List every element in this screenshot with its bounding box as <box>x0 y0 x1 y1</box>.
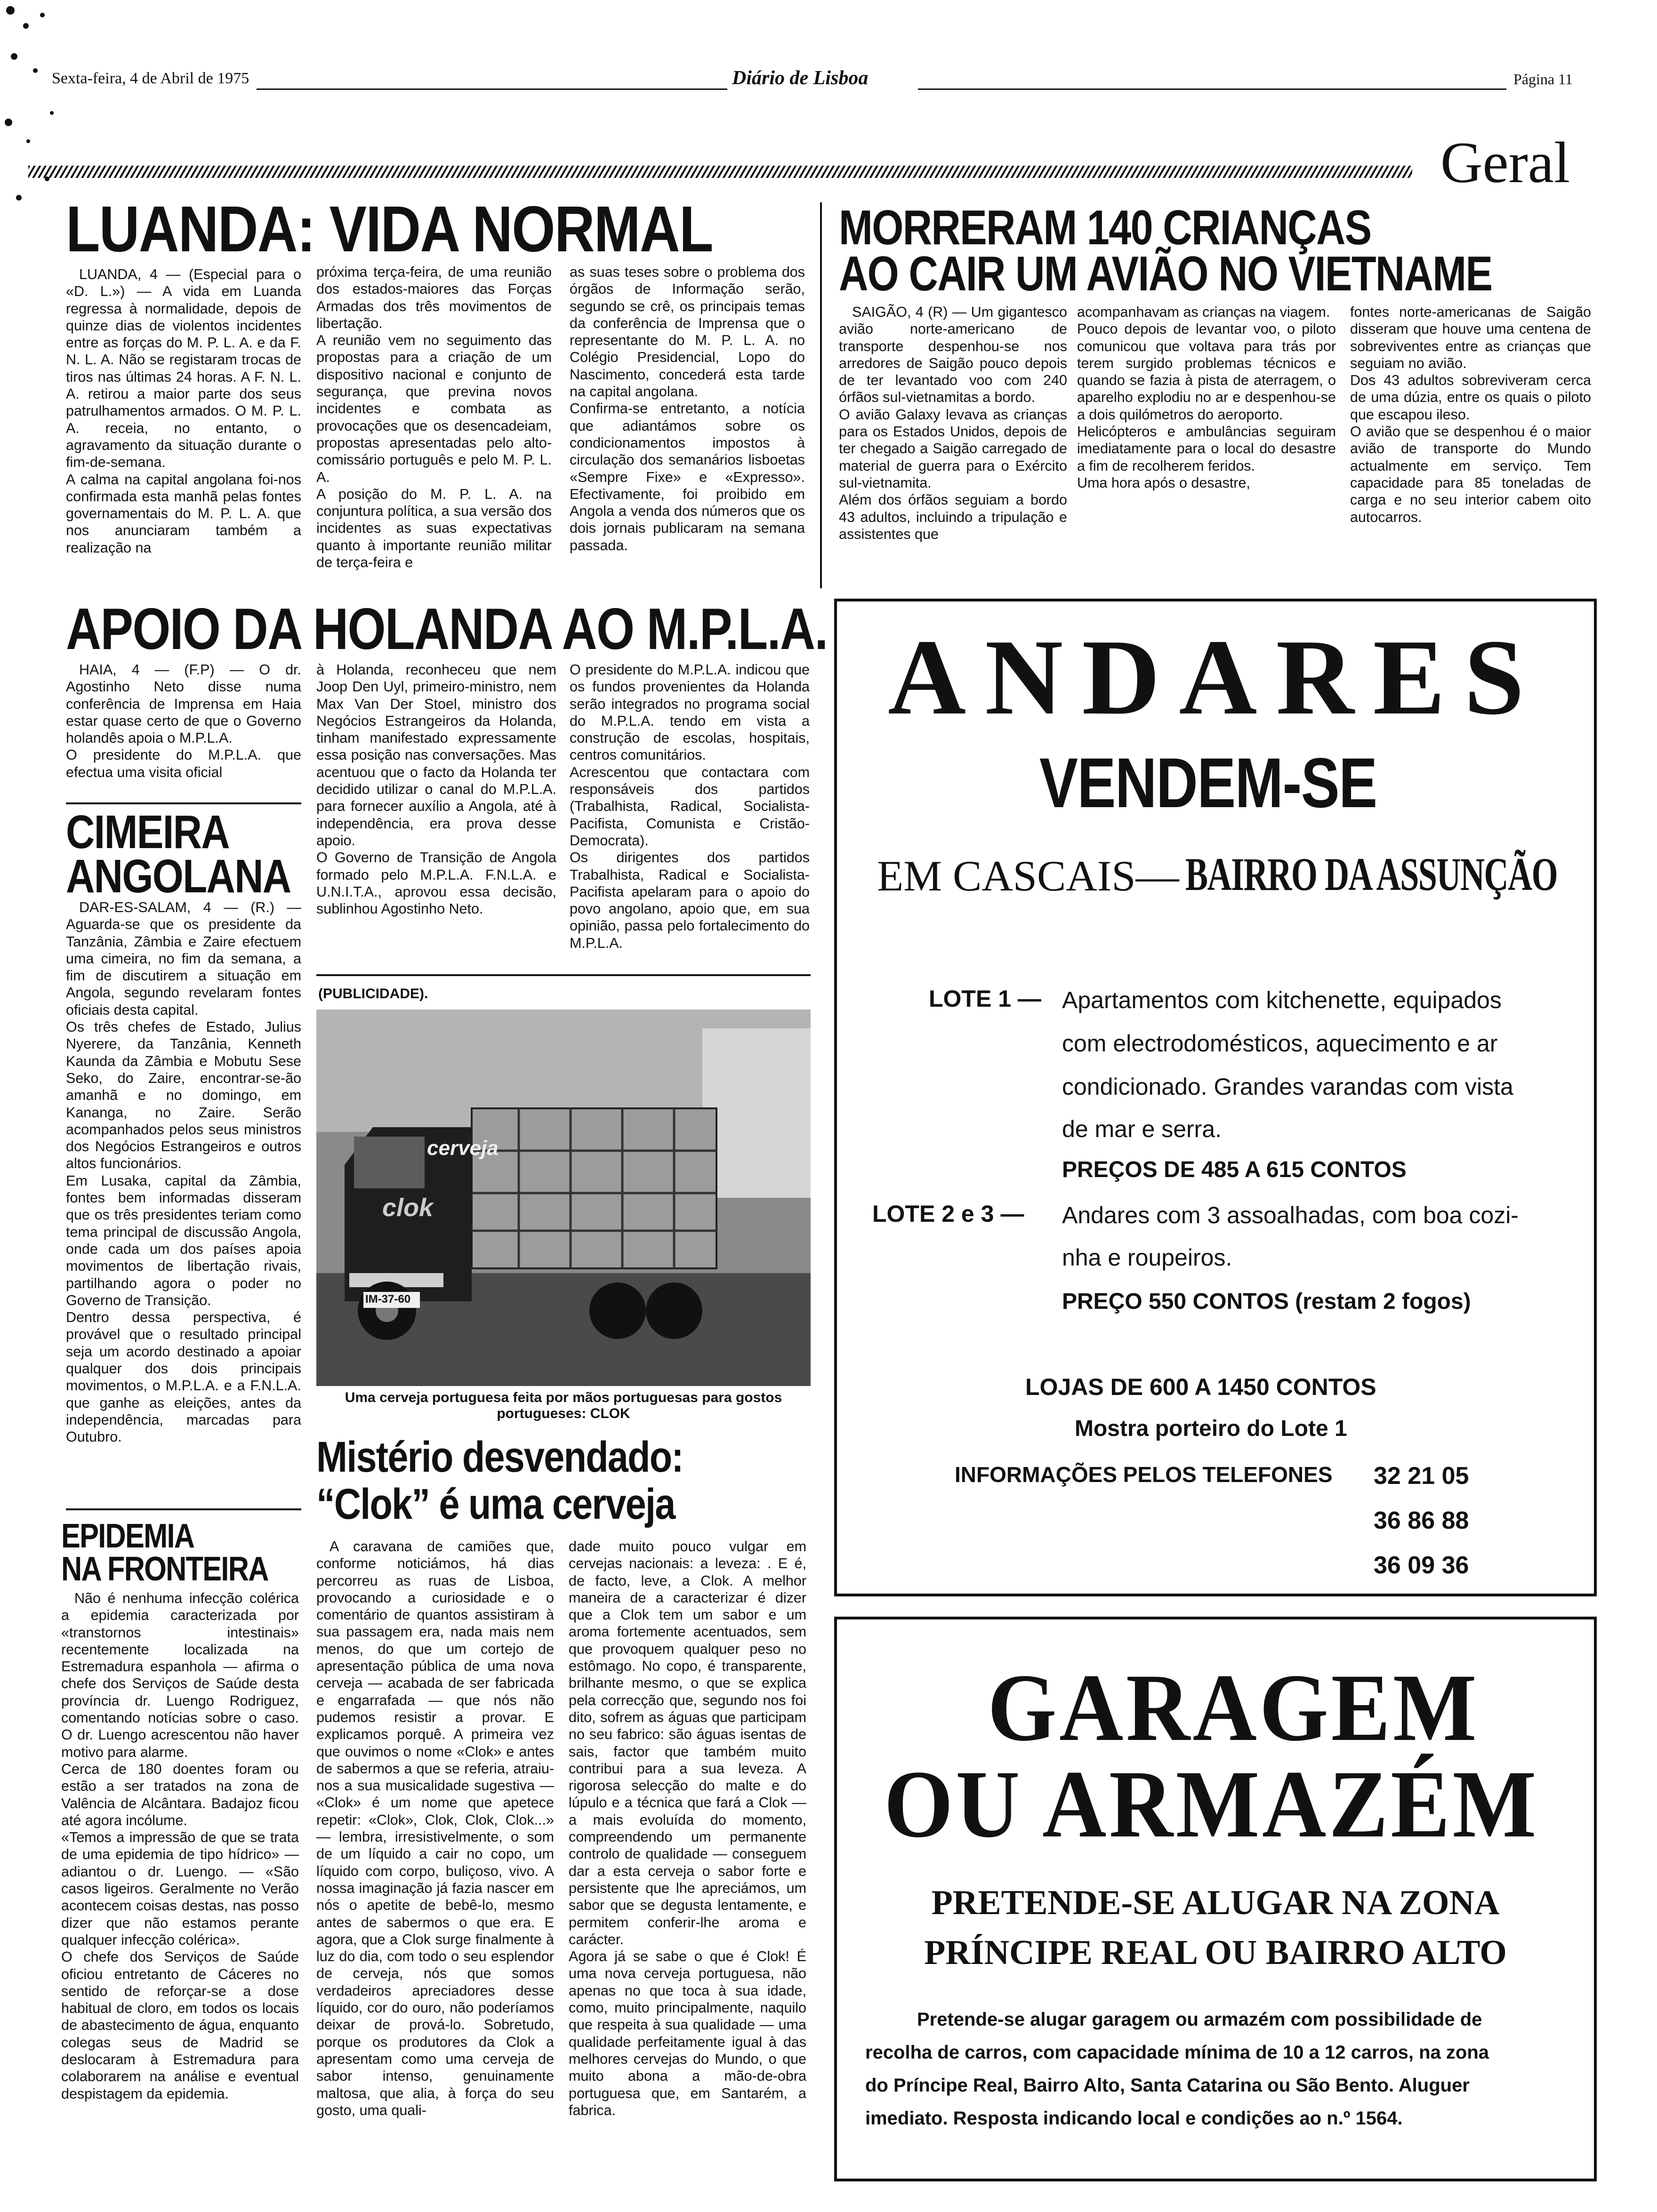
section-title: Geral <box>1440 130 1570 195</box>
luanda-col-1-text: LUANDA, 4 — (Especial para o «D. L.») — A vida em Luanda regressa à normalidade, depois de quinze dias de violentos incidentes entre as forças do M. P. L. A. e da F. N. L. A. Não se registaram trocas de tiros nas últimas 24 horas. A F. N. L. A. retirou a maior parte dos seus patrulhamentos armados. O M. P. L. A. receia, no entanto, o agravamento da situação durante o fim-de-semana. A calma na capital angolana foi-nos confirmada esta manhã pelas fontes governamentais do M. P. L. A. que nos anunciaram também a realização na <box>66 266 301 556</box>
lote1-line-1: Apartamentos com kitchenette, equipados <box>1062 987 1502 1013</box>
clok-col-2 <box>569 1538 806 2180</box>
clok-col-1-text: A caravana de camiões que, conforme noticiámos, há dias percorreu as ruas de Lisboa, provocando a curiosidade e o comentário de quantos assistiram à sua passagem era, nada mais nem menos, do que um cortejo de apresentação pública de uma nova cerveja — acabada de ser fabricada e engarrafada — que nós não pudemos resistir a provar. E explicamos porquê. A primeira vez que ouvimos o nome «Clok» e antes de sabermos a que se referia, atraiu-nos a sua musicalidade sugestiva — «Clok» é um nome que apetece repetir: «Clok», Clok, Clok, Clok...» — lembra, irresistivelmente, o som de um líquido a cair no copo, um líquido com corpo, buliçoso, vivo. A nossa imaginação já fazia nascer em nós o apetite de bebê-lo, mesmo antes de sabermos o que era. E agora, que a Clok surge finalmente à luz do dia, com todo o seu esplendor de cerveja, nós que somos verdadeiros apreciadores desse líquido, cor do ouro, não poderíamos deixar de prová-lo. Sobretudo, porque os produtores da Clok a apresentam como uma cerveja de sabor intenso, genuinamente maltosa, que alia, à força do seu gosto, uma quali- <box>316 1539 554 2118</box>
andares-location-a: EM CASCAIS— <box>877 852 1179 900</box>
vietname-col-2 <box>1077 304 1336 591</box>
vietname-col-3 <box>1350 304 1591 591</box>
andares-title: ANDARES <box>888 617 1543 737</box>
lote23-line-1: Andares com 3 assoalhadas, com boa cozi- <box>1062 1202 1519 1228</box>
mostra-line: Mostra porteiro do Lote 1 <box>1075 1416 1347 1441</box>
luanda-col-2-text: próxima terça-feira, de uma reunião dos estados-maiores das Forças Armadas dos três movimentos de libertação. A reunião vem no seguimento das propostas para a criação de um dispositivo nacional e conjunto de segurança, que previna novos incidentes e combata as provocações que os desencadeiam, propostas apresentadas pelo alto-comissário português e pelo M. P. L. A. A posição do M. P. L. A. na conjuntura política, a sua versão dos incidentes as suas expectativas quanto à importante reunião militar de terça-feira e <box>316 264 552 571</box>
garagem-sub-2: PRÍNCIPE REAL OU BAIRRO ALTO <box>924 1933 1507 1972</box>
holanda-col-1-text: HAIA, 4 — (F.P) — O dr. Agostinho Neto disse numa conferência de Imprensa em Haia estar quase certo de que o Governo holandês apoia o M.P.L.A. O presidente do M.P.L.A. que efectua uma visita oficial <box>66 662 301 780</box>
holanda-col-2-text: à Holanda, reconheceu que nem Joop Den Uyl, primeiro-ministro, nem Max Van Der Stoel, ministro dos Negócios Estrangeiros da Holanda, tinham manifestado expressamente essa posição nas conversações. Mas acentuou que o facto da Holanda ter decidido utilizar o canal do M.P.L.A. para fornecer auxílio a Angola, até à independência, era prova desse apoio. O Governo de Transição de Angola formado pelo M.P.L.A. F.N.L.A. e U.N.I.T.A., aprovou essa decisão, sublinhou Agostinho Neto. <box>316 662 556 917</box>
lojas-line: LOJAS DE 600 A 1450 CONTOS <box>1025 1374 1376 1400</box>
andares-ad <box>834 599 1597 1596</box>
lote23-price: PREÇO 550 CONTOS (restam 2 fogos) <box>1062 1289 1471 1314</box>
luanda-col-2 <box>316 264 552 588</box>
holanda-col-3-text: O presidente do M.P.L.A. indicou que os fundos provenientes da Holanda serão integrados no programa social do M.P.L.A. tendo em vista a construção de escolas, hospitais, centros comunitários. Acrescentou que contactara com responsáveis dos partidos (Trabalhista, Radical, Socialista-Pacifista, Comunista e Cristão-Democrata). Os dirigentes dos partidos Trabalhista, Radical e Socialista-Pacifista apelaram para o apoio do povo angolano, apoio que, em sua opinião, passa pelo fortalecimento do M.P.L.A. <box>570 662 810 951</box>
clok-headline-2: “Clok” é uma cerveja <box>316 1480 675 1528</box>
clok-col-1 <box>316 1538 554 2180</box>
luanda-col-3-text: as suas teses sobre o problema dos órgãos de Informação serão, segundo se crê, os principais temas da conferência de Imprensa que o representante do M. P. L. A. no Colégio Presidencial, Lopo do Nascimento, concederá esta tarde na capital angolana. Confirma-se entretanto, a notícia que adiantámos sobre os condicionamentos impostos à circulação dos semanários lisboetas «Sempre Fixe» e «Expresso». Efectivamente, foi proibido em Angola a venda dos números que os dois jornais publicaram na semana passada. <box>570 264 805 553</box>
garagem-ad <box>834 1617 1597 2181</box>
ink-spatter <box>0 0 66 245</box>
clok-col-2-text: dade muito pouco vulgar em cervejas nacionais: a leveza: . E é, de facto, leve, a Clok. A melhor maneira de a caracterizar é dizer que a Clok tem um sabor e um aroma fortemente acentuados, sem que provoquem qualquer peso no estômago. No copo, é transparente, brilhante mesmo, o que se explica pela correcção que, segundo nos foi dito, sofrem as águas que participam no seu fabrico: são águas isentas de sais, factor que também muito contribui para a sua leveza. A rigorosa selecção do malte e do lúpulo e a técnica que fará a Clok — a mais evoluída do momento, compreendendo um permanente controlo de qualidade — conseguem dar a esta cerveja o sabor forte e persistente que lhe apreciámos, um sabor que se degusta lentamente, e permitem conferir-lhe aroma e carácter. Agora já se sabe o que é Clok! É uma nova cerveja portuguesa, não apenas no que toca à sua idade, como, muito principalmente, naquilo que respeita à sua qualidade — uma qualidade perfeitamente igual à das melhores cervejas do Mundo, o que muito abona a mão-de-obra portuguesa que, em Santarém, a fabrica. <box>569 1539 806 2118</box>
cimeira-col <box>66 899 301 1506</box>
issue-date: Sexta-feira, 4 de Abril de 1975 <box>52 70 249 87</box>
lote1-label: LOTE 1 — <box>929 986 1041 1012</box>
vietname-col-2-text: acompanhavam as crianças na viagem. Pouco depois de levantar voo, o piloto comunicou que voltava para trás por terem surgido problemas técnicos e quando se fazia à pista de aterragem, o aparelho explodiu no ar e despenhou-se a dois quilómetros do aeroporto. Helicópteros e ambulâncias seguiram imediatamente para o local do desastre a fim de recolherem feridos. Uma hora após o desastre, <box>1077 304 1336 491</box>
paper-name: Diário de Lisboa <box>732 67 869 89</box>
phone-2: 36 86 88 <box>1374 1507 1469 1534</box>
vietname-col-1-text: SAIGÃO, 4 (R) — Um gigantesco avião norte-americano de transporte despenhou-se nos arredores de Saigão pouco depois de ter levantado voo com 240 órfãos sul-vietnamitas a bordo. O avião Galaxy levava as crianças para os Estados Unidos, depois de ter chegado a Saigão carregado de material de guerra para o Exército sul-vietnamita. Além dos órfãos seguiam a bordo 43 adultos, incluindo a tripulação e assistentes que <box>839 304 1067 542</box>
lote1-line-4: de mar e serra. <box>1062 1116 1222 1142</box>
andares-subtitle: VENDEM-SE <box>1039 743 1377 822</box>
holanda-col-1 <box>66 661 301 802</box>
garagem-body-1: Pretende-se alugar garagem ou armazém com possibilidade de <box>917 2009 1482 2030</box>
holanda-headline: APOIO DA HOLANDA AO M.P.L.A. <box>66 597 828 662</box>
lote23-label: LOTE 2 e 3 — <box>872 1201 1024 1227</box>
vietname-col-3-text: fontes norte-americanas de Saigão disseram que houve uma centena de sobreviventes entre as crianças que seguiam no avião. Dos 43 adultos sobreviveram cerca de uma dúzia, entre os quais o piloto que escapou ileso. O avião que se despenhou é o maior avião de transporte do Mundo actualmente em serviço. Tem capacidade para 85 toneladas de carga e no seu interior cabem oito autocarros. <box>1350 304 1591 525</box>
epidemia-col <box>61 1590 299 2178</box>
holanda-col-2 <box>316 661 556 972</box>
publicidade-label: (PUBLICIDADE). <box>318 986 428 1002</box>
truck-logo-text: cerveja <box>427 1137 499 1160</box>
lote1-price: PREÇOS DE 485 A 615 CONTOS <box>1062 1157 1407 1182</box>
clok-headline-1: Mistério desvendado: <box>316 1433 683 1481</box>
phone-1: 32 21 05 <box>1374 1462 1469 1490</box>
clok-top-rule <box>316 974 811 976</box>
lote1-line-3: condicionado. Grandes varandas com vista <box>1062 1074 1513 1100</box>
andares-location-b: BAIRRO DA ASSUNÇÃO <box>1185 848 1558 900</box>
garagem-title-1: GARAGEM <box>988 1654 1480 1761</box>
vietname-headline-1: MORRERAM 140 CRIANÇAS <box>839 200 1371 255</box>
lote1-line-2: com electrodomésticos, aquecimento e ar <box>1062 1030 1498 1057</box>
vietname-headline-2: AO CAIR UM AVIÃO NO VIETNAME <box>839 247 1492 301</box>
truck-plate: IM-37-60 <box>365 1293 411 1306</box>
garagem-body-3: do Príncipe Real, Bairro Alto, Santa Catarina ou São Bento. Aluguer <box>865 2075 1470 2096</box>
garagem-body-2: recolha de carros, com capacidade mínima de 10 a 12 carros, na zona <box>865 2042 1489 2063</box>
holanda-rule <box>66 802 301 804</box>
cimeira-headline-2: ANGOLANA <box>66 850 291 903</box>
cimeira-text: DAR-ES-SALAM, 4 — (R.) — Aguarda-se que os presidente da Tanzânia, Zâmbia e Zaire efectuem uma cimeira, no fim da semana, a fim de discutirem a situação em Angola, segundo revelaram fontes oficiais desta capital. Os três chefes de Estado, Julius Nyerere, da Tanzânia, Kenneth Kaunda da Zâmbia e Mobutu Sese Seko, do Zaire, encontrar-se-ão amanhã e no domingo, em Kananga, no Zaire. Serão acompanhados pelos seus ministros dos Negócios Estrangeiros e outros altos funcionários. Em Lusaka, capital da Zâmbia, fontes bem informadas disseram que os três presidentes teriam como tema principal de discussão Angola, onde cada um dos países apoia movimentos de libertação rivais, partilhando agora o poder no Governo de Transição. Dentro dessa perspectiva, é provável que o resultado principal seja um acordo destinado a apoiar qualquer dos dois principais movimentos, o M.P.L.A. e a F.N.L.A. que ganhe as eleições, antes da independência, marcadas para Outubro. <box>66 899 301 1445</box>
masthead-rule-left <box>257 88 727 90</box>
luanda-headline: LUANDA: VIDA NORMAL <box>66 193 713 265</box>
photo-caption: Uma cerveja portuguesa feita por mãos portuguesas para gostos portugueses: CLOK <box>345 1390 782 1421</box>
info-line: INFORMAÇÕES PELOS TELEFONES <box>955 1462 1333 1487</box>
luanda-col-1 <box>66 266 301 591</box>
epidemia-headline-2: NA FRONTEIRA <box>61 1550 268 1588</box>
holanda-col-3 <box>570 661 810 972</box>
truck-side-text: clok <box>382 1194 434 1222</box>
garagem-title-2: OU ARMAZÉM <box>884 1751 1539 1858</box>
page-number: Página 11 <box>1513 71 1573 88</box>
luanda-col-3 <box>570 264 805 588</box>
cimeira-rule <box>66 1508 301 1510</box>
truck-photo <box>316 1010 811 1386</box>
cimeira-headline-1: CIMEIRA <box>66 806 229 858</box>
decorative-stripe <box>28 166 1412 178</box>
masthead-rule-right <box>918 88 1506 90</box>
vietname-col-1 <box>839 304 1067 591</box>
epidemia-text: Não é nenhuma infecção colérica a epidemia caracterizada por «transtornos intestinais» recentemente localizada na Estremadura espanhola — afirma o chefe dos Serviços de Saúde desta província dr. Luengo Rodriguez, comentando notícias sobre o caso. O dr. Luengo acrescentou não haver motivo para alarme. Cerca de 180 doentes foram ou estão a ser tratados na zona de Valência de Alcântara. Badajoz ficou até agora incólume. «Temos a impressão de que se trata de uma epidemia de tipo hídrico» — adiantou o dr. Luengo. — «São casos ligeiros. Geralmente no Verão acontecem coisas destas, nas posso dizer que não estamos perante qualquer infecção colérica». O chefe dos Serviços de Saúde oficiou entretanto de Cáceres no sentido de reforçar-se a dose habitual de cloro, em todos os locais de abastecimento de água, enquanto colegas seus de Madrid se deslocaram à Estremadura para colaborarem na análise e eventual despistagem da epidemia. <box>61 1590 299 2102</box>
lote23-line-2: nha e roupeiros. <box>1062 1244 1232 1271</box>
vertical-divider <box>820 202 822 588</box>
garagem-sub-1: PRETENDE-SE ALUGAR NA ZONA <box>931 1883 1500 1922</box>
garagem-body-4: imediato. Resposta indicando local e condições ao n.º 1564. <box>865 2108 1403 2129</box>
phone-3: 36 09 36 <box>1374 1552 1469 1579</box>
epidemia-headline-1: EPIDEMIA <box>61 1517 194 1555</box>
